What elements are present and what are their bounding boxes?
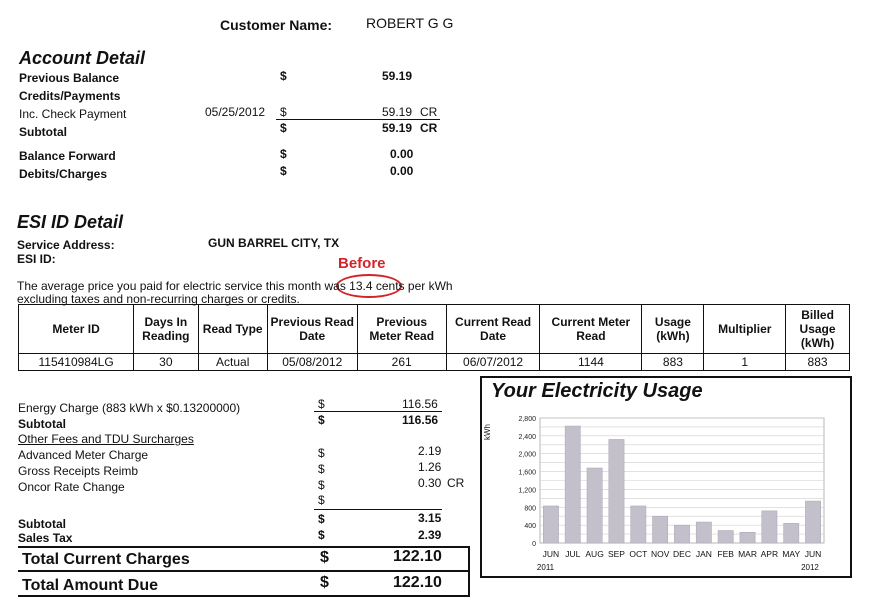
balance-forward-value: 0.00 [390,147,414,161]
totals-rule-right [468,546,470,597]
y-tick-label: 1,600 [518,469,536,477]
oncor-value: 0.30 [418,476,442,490]
credits-payments-label: Credits/Payments [19,89,121,103]
col-read-type: Read Type [198,305,267,354]
bar-feb [718,531,733,544]
x-tick-label: FEB [717,549,734,559]
cell-curr-date: 06/07/2012 [446,354,540,371]
x-tick-label: DEC [673,549,691,559]
y-tick-label: 0 [532,541,536,548]
meter-table [18,304,850,371]
charges-subtotal-label: Subtotal [18,417,66,431]
account-subtotal-label: Subtotal [19,125,67,139]
other-fees-heading: Other Fees and TDU Surcharges [18,432,194,446]
x-tick-label: AUG [585,549,604,559]
fees-subtotal-label: Subtotal [18,517,66,531]
oncor-cr: CR [447,476,465,490]
prev-balance-label: Previous Balance [19,71,120,85]
charges-subtotal-currency: $ [318,413,325,427]
debits-charges-value: 0.00 [390,164,414,178]
usage-chart [480,376,852,578]
col-usage: Usage (kWh) [642,305,704,354]
totals-rule-bottom [18,595,470,597]
bar-oct [631,506,646,543]
x-tick-label: JUN [804,549,822,559]
balance-forward-label: Balance Forward [19,149,116,163]
check-payment-date: 05/25/2012 [205,105,266,119]
customer-name-value: ROBERT G G [366,15,454,31]
cell-multiplier: 1 [704,354,786,371]
y-axis-label: kWh [483,424,492,440]
prev-balance-value: 59.19 [382,69,413,83]
x-tick-label: JUL [565,549,581,559]
col-days: Days In Reading [134,305,198,354]
check-payment-currency: $ [280,105,287,119]
energy-charge-value: 116.56 [402,397,438,411]
debits-charges-currency: $ [280,164,287,178]
year-label-end: 2012 [801,563,819,572]
bar-nov [653,516,668,543]
account-subtotal-value: 59.19 [382,121,413,135]
total-due-currency: $ [320,574,329,591]
service-address-label: Service Address: [17,238,115,252]
avg-price-prefix: The average price you paid for electric service this month was [17,279,346,293]
col-meter-id: Meter ID [19,305,134,354]
bar-aug [587,468,602,543]
cell-prev-date: 05/08/2012 [267,354,357,371]
total-due-label: Total Amount Due [22,577,158,594]
col-curr-date: Current Read Date [446,305,540,354]
energy-rule [314,411,442,412]
meter-table-header [19,305,850,354]
x-tick-label: NOV [650,549,670,559]
year-label-start: 2011 [536,563,555,572]
totals-rule-mid [18,570,470,572]
gross-receipts-label: Gross Receipts Reimb [18,464,139,478]
col-curr-read: Current Meter Read [540,305,642,354]
avg-price-suffix: per kWh [407,279,453,293]
y-tick-label: 2,400 [518,433,536,441]
check-payment-label: Inc. Check Payment [19,107,127,121]
x-tick-label: JAN [695,549,712,559]
gross-receipts-currency: $ [318,462,325,476]
bar-jan [696,522,711,543]
y-tick-label: 1,200 [518,487,536,495]
bar-sep [609,439,624,543]
blank-currency: $ [318,493,325,507]
bar-apr [762,511,777,543]
y-tick-label: 400 [524,523,536,531]
x-tick-label: SEP [607,549,625,559]
fees-subtotal-value: 3.15 [418,511,442,525]
y-tick-label: 2,000 [518,451,536,459]
y-tick-label: 800 [524,505,536,513]
total-due-value: 122.10 [393,574,442,591]
debits-charges-label: Debits/Charges [19,167,108,181]
gross-receipts-value: 1.26 [418,460,442,474]
total-current-value: 122.10 [393,548,442,565]
cell-meter-id: 115410984LG [19,354,134,371]
col-billed: Billed Usage (kWh) [786,305,850,354]
col-prev-read: Previous Meter Read [357,305,446,354]
cell-curr-read: 1144 [540,354,642,371]
total-current-label: Total Current Charges [22,551,190,568]
x-tick-label: MAY [782,549,801,559]
cell-billed: 883 [786,354,850,371]
before-annotation: Before [338,255,386,272]
cell-read-type: Actual [198,354,267,371]
bar-jul [565,426,580,543]
x-tick-label: OCT [629,549,648,559]
prev-balance-currency: $ [280,69,287,83]
adv-meter-label: Advanced Meter Charge [18,448,149,462]
charges-subtotal-value: 116.56 [402,413,439,427]
bar-may [784,523,799,543]
x-tick-label: APR [760,549,779,559]
usage-chart-plot [482,408,848,574]
bar-jun [543,506,558,543]
customer-name-label: Customer Name: [220,17,333,33]
adv-meter-value: 2.19 [418,444,442,458]
cell-days: 30 [134,354,198,371]
cell-usage: 883 [642,354,704,371]
energy-charge-label: Energy Charge (883 kWh x $0.13200000) [18,401,241,415]
bar-mar [740,532,755,543]
esi-id-label: ESI ID: [17,252,56,266]
balance-forward-currency: $ [280,147,287,161]
x-tick-label: JUN [542,549,560,559]
avg-price-text [17,279,453,293]
service-address-value: GUN BARREL CITY, TX [208,236,340,250]
sales-tax-label: Sales Tax [18,531,73,545]
bar-dec [674,525,689,543]
chart-title: Your Electricity Usage [491,380,703,402]
check-payment-cr: CR [420,105,438,119]
y-tick-label: 2,800 [518,416,536,423]
subtotal-rule [276,119,440,120]
meter-table-row [19,354,850,371]
account-subtotal-cr: CR [420,121,438,135]
adv-meter-currency: $ [318,446,325,460]
oncor-label: Oncor Rate Change [18,480,125,494]
account-subtotal-currency: $ [280,121,287,135]
oncor-currency: $ [318,478,325,492]
esi-detail-title: ESI ID Detail [17,212,124,232]
col-multiplier: Multiplier [704,305,786,354]
avg-price-value: 13.4 cents [349,279,405,293]
sales-tax-value: 2.39 [418,528,442,542]
check-payment-value: 59.19 [382,105,413,119]
account-detail-title: Account Detail [19,48,146,68]
cell-prev-read: 261 [357,354,446,371]
bar-jun [805,501,820,543]
avg-price-note: excluding taxes and non-recurring charges or credits. [17,292,300,306]
col-prev-date: Previous Read Date [267,305,357,354]
energy-charge-currency: $ [318,397,325,411]
total-current-currency: $ [320,549,329,566]
sales-tax-currency: $ [318,528,325,542]
fees-subtotal-currency: $ [318,512,325,526]
x-tick-label: MAR [738,549,757,559]
fees-rule [314,509,442,510]
